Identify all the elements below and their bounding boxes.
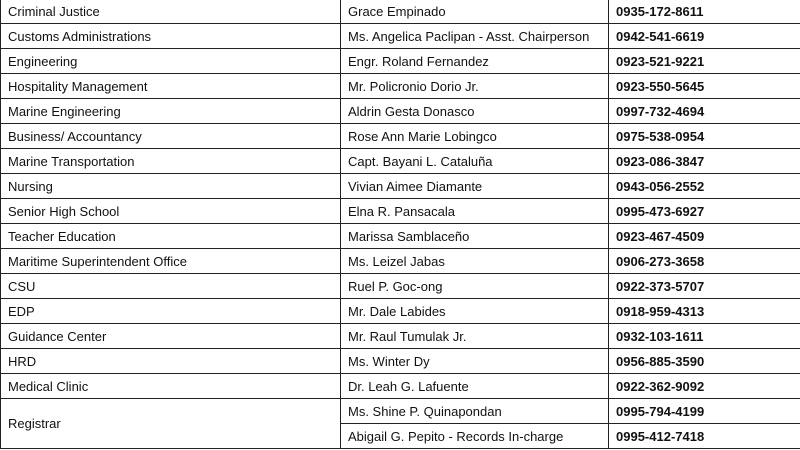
table-row-registrar (1, 399, 800, 424)
contact-name-cell: Capt. Bayani L. Cataluña (341, 149, 609, 174)
department-cell: Nursing (1, 174, 341, 199)
contact-name-cell: Ms. Leizel Jabas (341, 249, 609, 274)
table-row (1, 0, 800, 24)
phone-cell: 0932-103-1611 (609, 324, 800, 349)
table-row (1, 274, 800, 299)
contact-name-cell: Mr. Policronio Dorio Jr. (341, 74, 609, 99)
department-cell: CSU (1, 274, 341, 299)
table-row (1, 299, 800, 324)
phone-cell: 0923-467-4509 (609, 224, 800, 249)
table-row (1, 124, 800, 149)
phone-cell: 0956-885-3590 (609, 349, 800, 374)
contact-name-cell: Mr. Raul Tumulak Jr. (341, 324, 609, 349)
table-row (1, 324, 800, 349)
phone-cell: 0923-550-5645 (609, 74, 800, 99)
department-cell: Senior High School (1, 199, 341, 224)
contact-name-cell: Mr. Dale Labides (341, 299, 609, 324)
department-cell: Guidance Center (1, 324, 341, 349)
table-row (1, 349, 800, 374)
department-cell: EDP (1, 299, 341, 324)
phone-cell: 0923-086-3847 (609, 149, 800, 174)
contact-directory-body (1, 0, 800, 449)
department-cell: Business/ Accountancy (1, 124, 341, 149)
phone-cell: 0995-794-4199 (609, 399, 800, 424)
department-cell: Engineering (1, 49, 341, 74)
table-row (1, 74, 800, 99)
contact-name-cell: Elna R. Pansacala (341, 199, 609, 224)
contact-name-cell: Grace Empinado (341, 0, 609, 24)
phone-cell: 0942-541-6619 (609, 24, 800, 49)
contact-name-cell: Ruel P. Goc-ong (341, 274, 609, 299)
table-row (1, 174, 800, 199)
phone-cell: 0935-172-8611 (609, 0, 800, 24)
department-cell: Marine Engineering (1, 99, 341, 124)
contact-name-cell: Abigail G. Pepito - Records In-charge (341, 424, 609, 449)
phone-cell: 0922-373-5707 (609, 274, 800, 299)
contact-name-cell: Engr. Roland Fernandez (341, 49, 609, 74)
phone-cell: 0922-362-9092 (609, 374, 800, 399)
department-cell-registrar: Registrar (1, 399, 341, 449)
phone-cell: 0943-056-2552 (609, 174, 800, 199)
contact-name-cell: Ms. Angelica Paclipan - Asst. Chairperson (341, 24, 609, 49)
department-cell: Medical Clinic (1, 374, 341, 399)
table-row (1, 24, 800, 49)
table-row (1, 249, 800, 274)
contact-name-cell: Marissa Samblaceño (341, 224, 609, 249)
phone-cell: 0975-538-0954 (609, 124, 800, 149)
phone-cell: 0995-473-6927 (609, 199, 800, 224)
table-row (1, 199, 800, 224)
contact-name-cell: Rose Ann Marie Lobingco (341, 124, 609, 149)
table-row (1, 49, 800, 74)
department-cell: Teacher Education (1, 224, 341, 249)
phone-cell: 0997-732-4694 (609, 99, 800, 124)
contact-name-cell: Vivian Aimee Diamante (341, 174, 609, 199)
department-cell: Maritime Superintendent Office (1, 249, 341, 274)
phone-cell: 0995-412-7418 (609, 424, 800, 449)
department-cell: Marine Transportation (1, 149, 341, 174)
contact-name-cell: Ms. Shine P. Quinapondan (341, 399, 609, 424)
department-cell: Customs Administrations (1, 24, 341, 49)
department-cell: Criminal Justice (1, 0, 341, 24)
table-row (1, 374, 800, 399)
contact-name-cell: Aldrin Gesta Donasco (341, 99, 609, 124)
table-row (1, 224, 800, 249)
table-row (1, 99, 800, 124)
department-cell: HRD (1, 349, 341, 374)
phone-cell: 0923-521-9221 (609, 49, 800, 74)
phone-cell: 0918-959-4313 (609, 299, 800, 324)
contact-name-cell: Ms. Winter Dy (341, 349, 609, 374)
phone-cell: 0906-273-3658 (609, 249, 800, 274)
table-row (1, 149, 800, 174)
department-cell: Hospitality Management (1, 74, 341, 99)
contact-name-cell: Dr. Leah G. Lafuente (341, 374, 609, 399)
